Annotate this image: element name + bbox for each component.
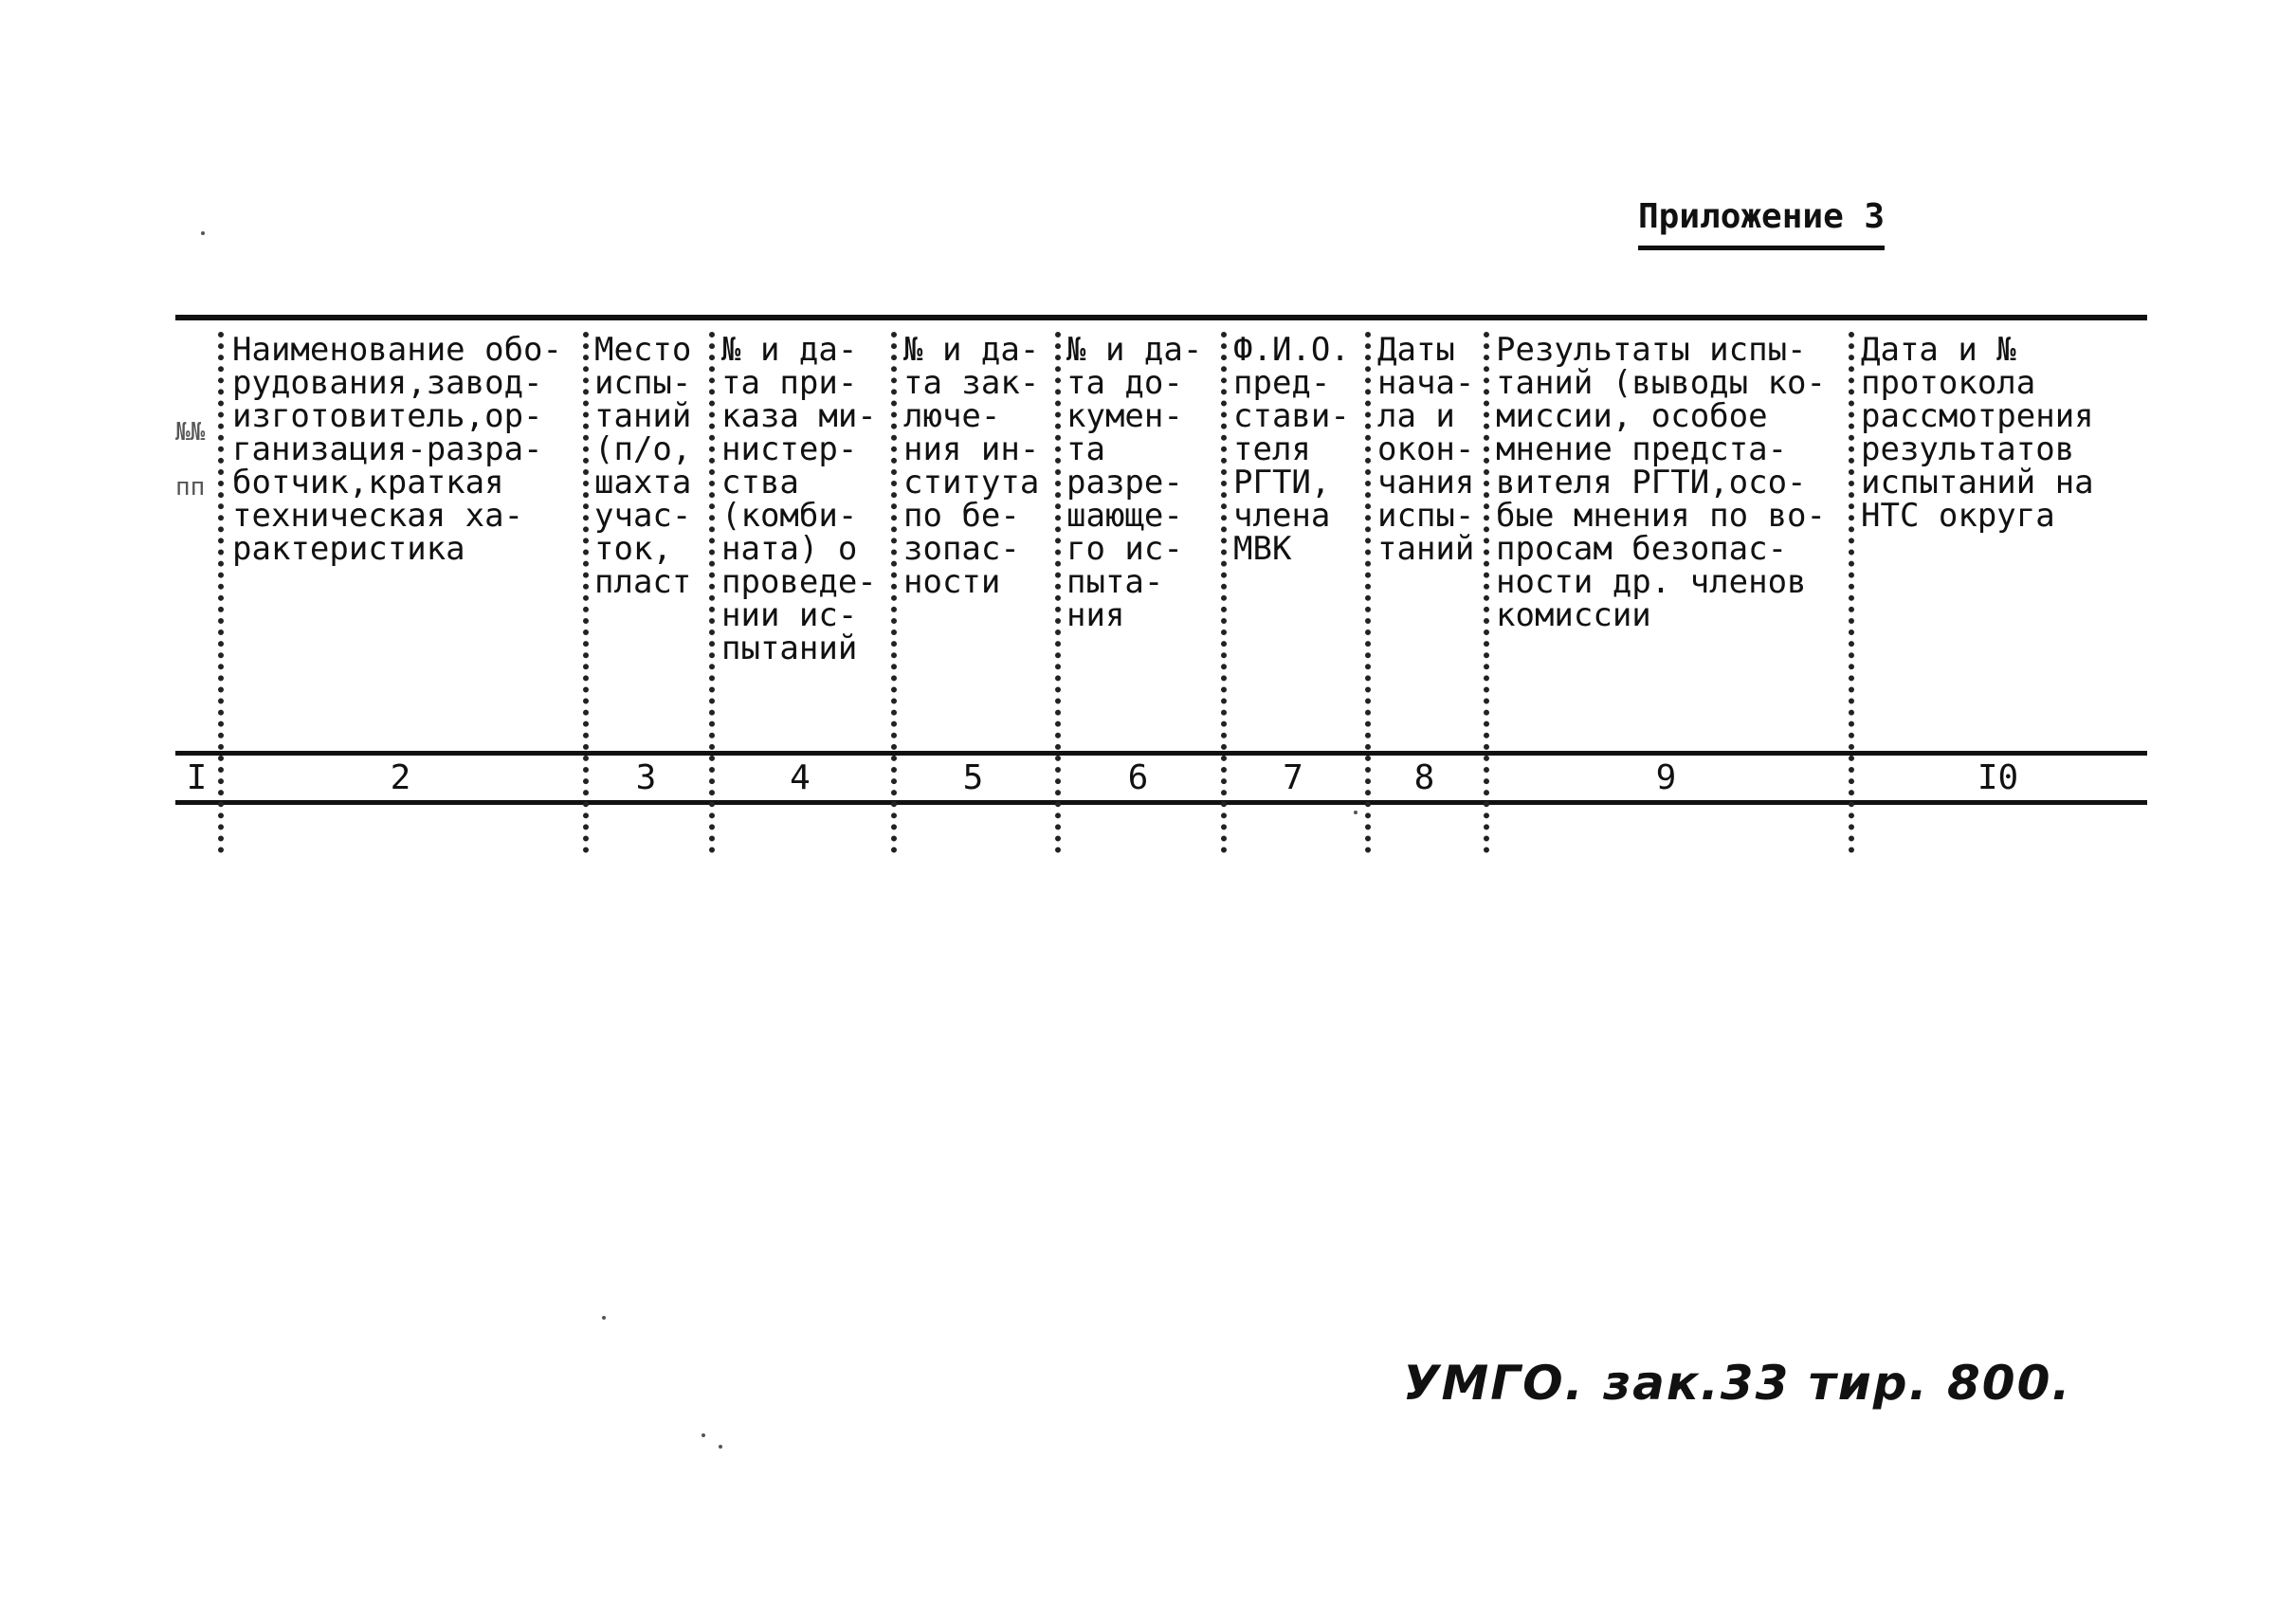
- scan-speck: [702, 1433, 705, 1437]
- column-number-8: 8: [1413, 758, 1435, 797]
- header-cell-4: № и да- та при- каза ми- нистер- ства (комби- ната) о проведе- нии ис- пытаний: [721, 331, 877, 667]
- column-number-6: 6: [1127, 758, 1149, 797]
- scan-speck: [1354, 811, 1358, 814]
- header-cell-1: №№ пп: [175, 418, 206, 501]
- header-cell-3: Место испы- таний (п/о, шахта учас- ток, пласт: [594, 331, 692, 601]
- header-cell-8: Даты нача- ла и окон- чания испы- таний: [1377, 331, 1475, 568]
- column-number-7: 7: [1283, 758, 1303, 797]
- print-order-note: УМГО. зак.33 тир. 800.: [1403, 1356, 2072, 1411]
- scan-speck: [201, 231, 205, 235]
- header-cell-6: № и да- та до- кумен- та разре- шающе- го ис- пыта- ния: [1066, 331, 1203, 634]
- column-number-1: I: [186, 758, 208, 797]
- column-number-10: I0: [1977, 758, 2019, 797]
- column-number-9: 9: [1655, 758, 1677, 797]
- scan-speck: [719, 1445, 722, 1449]
- header-cell-7: Ф.И.О. пред- стави- теля РГТИ, члена МВК: [1233, 331, 1350, 568]
- table-top-rule: [175, 315, 2147, 320]
- column-number-5: 5: [962, 758, 984, 797]
- header-cell-10: Дата и № протокола рассмотрения результатов испытаний на НТС округа: [1861, 331, 2094, 535]
- appendix-label: Приложение 3: [1638, 197, 1885, 250]
- header-cell-2: Наименование обо- рудования,завод- изготовитель,ор- ганизация-разра- ботчик,краткая техническая ха- рактеристика: [232, 331, 562, 568]
- scan-speck: [602, 1316, 606, 1320]
- column-number-4: 4: [790, 758, 811, 797]
- header-cell-5: № и да- та зак- люче- ния ин- ститута по бе- зопас- ности: [903, 331, 1040, 601]
- column-number-2: 2: [390, 758, 411, 797]
- header-cell-9: Результаты испы- таний (выводы ко- миссии, особое мнение предста- вителя РГТИ,осо- бые мнения по во- просам безопас- ности др. членов комиссии: [1496, 331, 1826, 634]
- column-number-3: 3: [635, 758, 657, 797]
